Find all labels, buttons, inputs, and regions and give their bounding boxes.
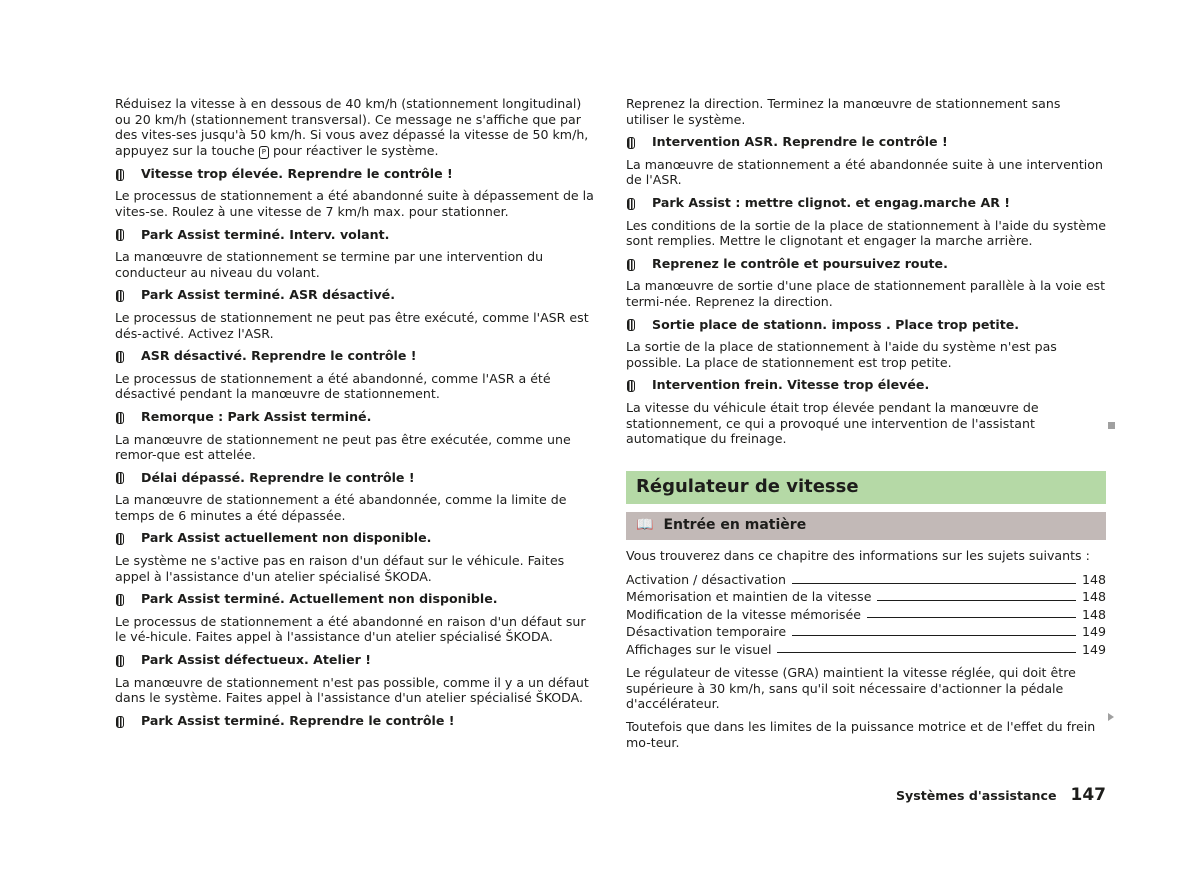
message-text: Le processus de stationnement a été abandonné, comme l'ASR a été désactivé pendant la manœuvre de stationnement. [115,370,551,402]
toc-entry[interactable] [626,622,1106,639]
display-message-icon [115,714,141,728]
display-message-icon [115,227,141,241]
message-title: Vitesse trop élevée. Reprendre le contrôle ! [141,165,453,181]
display-message-icon [115,410,141,424]
message-title: Intervention frein. Vitesse trop élevée. [652,377,930,393]
display-message-icon [626,135,652,149]
display-message-icon [115,592,141,606]
message-title: Park Assist actuellement non disponible. [141,530,432,546]
message-title: ASR désactivé. Reprendre le contrôle ! [141,348,417,364]
message-text: La manœuvre de stationnement n'est pas possible, comme il y a un défaut dans le système. Faites appel à l'assistance d'un atelier spécialisé ŠKODA. [115,674,589,706]
toc-entry[interactable] [626,570,1106,587]
message-heading [115,530,598,546]
toc-page: 148 [1081,589,1106,605]
section-end-marker-icon [1108,422,1115,429]
message-heading [115,713,598,729]
display-message-icon [115,288,141,302]
message-heading [626,377,1106,393]
intro-paragraph [115,96,598,159]
message-title: Sortie place de stationn. imposs . Place trop petite. [652,316,1020,332]
body-paragraph: Le régulateur de vitesse (GRA) maintient la vitesse réglée, qui doit être supérieure à 30 km/h, sans qu'il soit nécessaire d'actionner la pédale d'accélérateur. [626,665,1076,712]
toc-entry[interactable] [626,640,1106,657]
message-heading [115,287,598,303]
section-title: Régulateur de vitesse [636,476,859,498]
message-title: Intervention ASR. Reprendre le contrôle ! [652,134,948,150]
toc-leader [792,583,1076,584]
continued-arrow-icon [1108,713,1114,721]
toc-leader [792,635,1076,636]
toc-intro: Vous trouverez dans ce chapitre des informations sur les sujets suivants : [626,547,1090,563]
message-text: La manœuvre de stationnement se termine par une intervention du conducteur au niveau du volant. [115,249,544,280]
message-text: La manœuvre de sortie d'une place de stationnement parallèle à la voie est termi-née. Reprenez la direction. [626,278,1106,309]
right-column [626,96,1106,757]
message-text: Le processus de stationnement ne peut pas être exécuté, comme l'ASR est dés-activé. Activez l'ASR. [115,309,589,341]
message-heading [626,256,1106,272]
message-heading [626,195,1106,211]
message-title: Park Assist défectueux. Atelier ! [141,652,371,668]
display-message-icon [626,257,652,271]
toc-entry[interactable] [626,605,1106,622]
message-title: Reprenez le contrôle et poursuivez route. [652,255,948,271]
message-title: Park Assist terminé. Actuellement non disponible. [141,591,498,607]
page-footer [896,785,1106,805]
book-icon: 📖 [636,516,654,533]
toc-label: Affichages sur le visuel [626,641,772,657]
message-text: La manœuvre de stationnement a été abandonnée suite à une intervention de l'ASR. [626,156,1103,188]
message-heading [115,591,598,607]
toc-leader [867,617,1076,618]
toc-page: 149 [1081,641,1106,657]
section-heading [626,471,1106,504]
message-heading [626,134,1106,150]
message-heading [115,652,598,668]
toc-label: Modification de la vitesse mémorisée [626,606,861,622]
display-message-icon [115,653,141,667]
display-message-icon [115,167,141,181]
display-message-icon [115,470,141,484]
message-text: Le processus de stationnement a été abandonné suite à dépassement de la vites-se. Roulez à une vitesse de 7 km/h max. pour stationner. [115,188,594,219]
message-title: Remorque : Park Assist terminé. [141,408,372,424]
toc-label: Activation / désactivation [626,572,786,588]
message-text: La manœuvre de stationnement a été abandonnée, comme la limite de temps de 6 minutes a été dépassée. [115,492,567,523]
toc-page: 149 [1081,624,1106,640]
message-text: Le système ne s'active pas en raison d'un défaut sur le véhicule. Faites appel à l'assistance d'un atelier spécialisé ŠKODA. [115,553,565,584]
left-column [115,96,598,735]
toc-entry[interactable] [626,588,1106,605]
message-title: Park Assist terminé. ASR désactivé. [141,287,395,303]
display-message-icon [626,378,652,392]
message-title: Park Assist : mettre clignot. et engag.marche AR ! [652,194,1011,210]
message-text: La sortie de la place de stationnement à l'aide du système n'est pas possible. La place de stationnement est trop petite. [626,339,1057,370]
message-text: La vitesse du véhicule était trop élevée pendant la manœuvre de stationnement, ce qui a provoqué une intervention de l'assistant automatique du freinage. [626,399,1039,447]
toc-page: 148 [1081,606,1106,622]
message-heading [115,166,598,182]
message-heading [115,348,598,364]
subsection-heading [626,512,1106,540]
body-paragraph: Toutefois que dans les limites de la puissance motrice et de l'effet du frein mo-teur. [626,719,1096,750]
message-text: Le processus de stationnement a été abandonné en raison d'un défaut sur le vé-hicule. Faites appel à l'assistance d'un atelier spécialisé ŠKODA. [115,613,586,645]
display-message-icon [626,196,652,210]
footer-section-title: Systèmes d'assistance [895,788,1057,803]
display-message-icon [626,317,652,331]
intro-text: Réduisez la vitesse à en dessous de 40 km/h (stationnement longitudinal) ou 20 km/h (stationnement transversal). Ce message ne s'affiche que par des vites-ses jusqu'à 50 km/h. Si vous avez dépassé la vitesse de 50 km/h, appuyez sur la touche [115,96,589,158]
page-number: 147 [1070,785,1106,805]
toc-label: Désactivation temporaire [626,624,787,640]
toc-page: 148 [1081,572,1106,588]
message-title: Park Assist terminé. Interv. volant. [141,226,390,242]
message-heading [626,317,1106,333]
message-title: Délai dépassé. Reprendre le contrôle ! [141,469,415,485]
display-message-icon [115,349,141,363]
message-title: Park Assist terminé. Reprendre le contrôle ! [141,712,455,728]
toc-label: Mémorisation et maintien de la vitesse [626,589,872,605]
intro-text-end: pour réactiver le système. [273,142,439,158]
display-message-icon [115,531,141,545]
message-heading [115,470,598,486]
message-heading [115,227,598,243]
toc-leader [777,652,1076,653]
table-of-contents [626,570,1106,657]
message-text: Les conditions de la sortie de la place de stationnement à l'aide du système sont remplies. Mettre le clignotant et engager la marche arrière. [626,217,1107,249]
subsection-title: Entrée en matière [663,516,807,533]
toc-leader [877,600,1075,601]
continued-paragraph: Reprenez la direction. Terminez la manœuvre de stationnement sans utiliser le système. [626,96,1061,127]
message-text: La manœuvre de stationnement ne peut pas être exécutée, comme une remor-que est attelée. [115,431,571,463]
park-assist-key-icon: P [259,146,269,159]
message-heading [115,409,598,425]
